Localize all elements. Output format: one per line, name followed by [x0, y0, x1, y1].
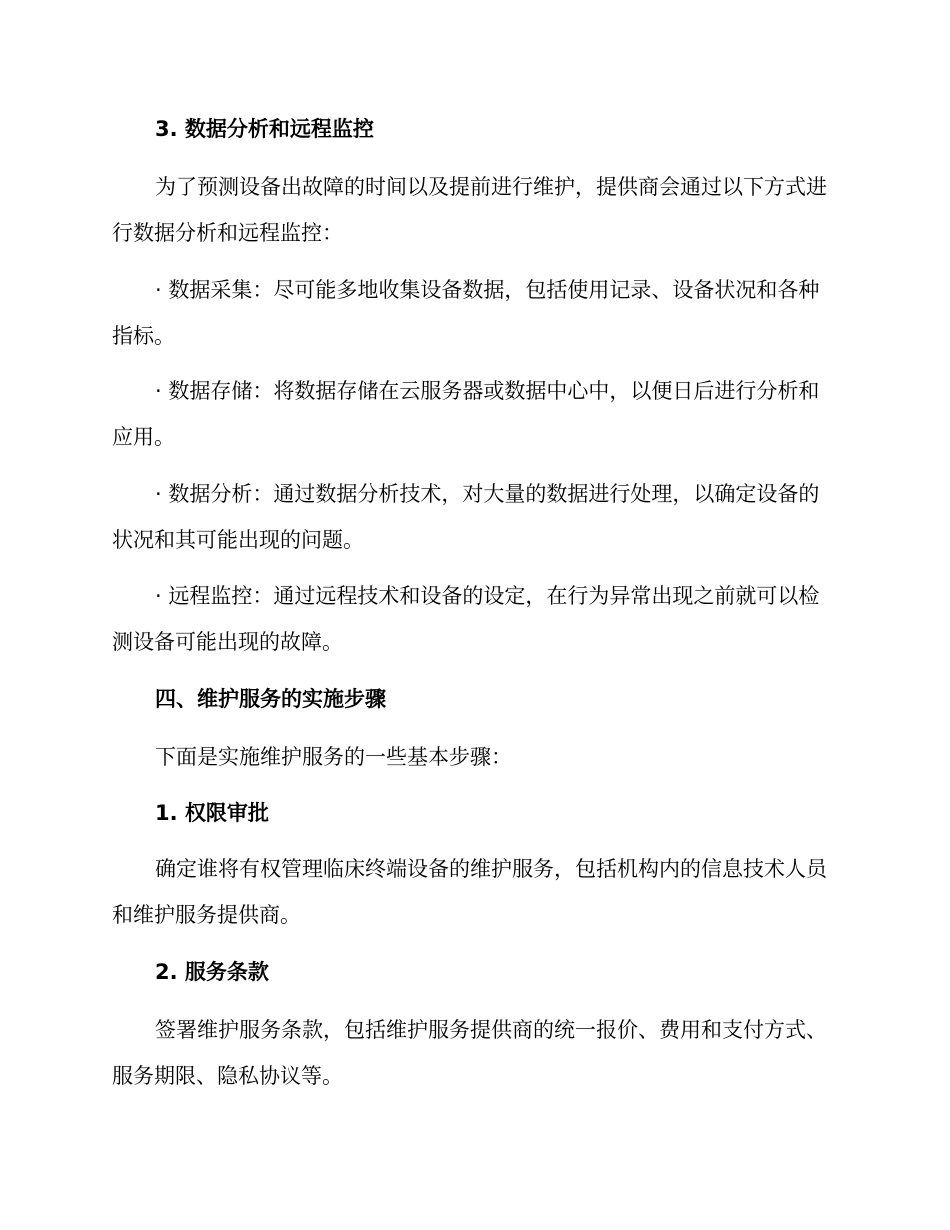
- bullet-data-analysis: · 数据分析：通过数据分析技术，对大量的数据进行处理，以确定设备的状况和其可能出现的问题。: [112, 482, 820, 552]
- bullet-data-storage: · 数据存储：将数据存储在云服务器或数据中心中，以便日后进行分析和应用。: [112, 379, 820, 449]
- bullet-remote-monitoring: · 远程监控：通过远程技术和设备的设定，在行为异常出现之前就可以检测设备可能出现的故障。: [112, 584, 820, 654]
- section4-intro: 下面是实施维护服务的一些基本步骤：: [155, 745, 512, 769]
- section3-intro: 为了预测设备出故障的时间以及提前进行维护，提供商会通过以下方式进行数据分析和远程监控：: [112, 175, 827, 245]
- step2-heading: 2. 服务条款: [155, 960, 269, 984]
- bullet-data-collection: · 数据采集：尽可能多地收集设备数据，包括使用记录、设备状况和各种指标。: [112, 278, 820, 348]
- section4-heading: 四、维护服务的实施步骤: [155, 687, 386, 711]
- step1-text: 确定谁将有权管理临床终端设备的维护服务，包括机构内的信息技术人员和维护服务提供商。: [112, 857, 827, 927]
- step2-text: 签署维护服务条款，包括维护服务提供商的统一报价、费用和支付方式、服务期限、隐私协议等。: [112, 1018, 827, 1088]
- section3-heading: 3. 数据分析和远程监控: [155, 117, 374, 141]
- step1-heading: 1. 权限审批: [155, 801, 269, 825]
